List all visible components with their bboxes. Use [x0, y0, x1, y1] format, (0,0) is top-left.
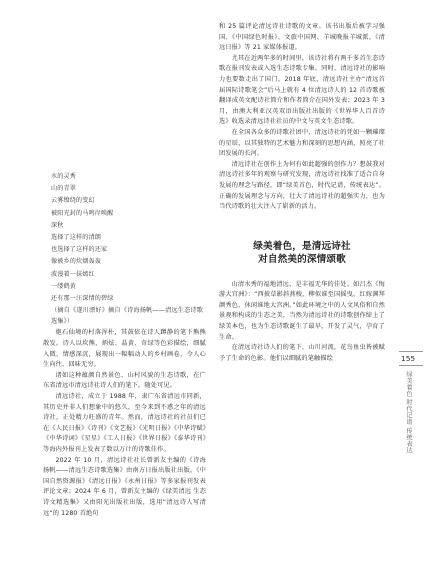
- poem-line: 云雾缭绕的变幻: [51, 197, 95, 205]
- left-column: [43, 22, 206, 519]
- poem-excerpt: [43, 171, 206, 305]
- poem-line: 波漫着一抹嫣红: [51, 270, 95, 278]
- poem-line: 深秋: [51, 221, 64, 229]
- poem-citation: （摘自《遂川漂好》摘自《诗海扬帆——清远生态诗歌选集》）: [51, 307, 204, 325]
- section-heading-line: 绿美着色，是清远诗社: [253, 240, 351, 252]
- poem-line: 也选择了这样的还家: [51, 246, 108, 254]
- poem-line: 水的灵秀: [51, 173, 76, 180]
- margin-sidebar: [399, 351, 423, 569]
- body-paragraph: 清远诗社，成立于 1988 年，隶广东省清远市同新，其历史并非人们想象中的悠久，至今来到不惑之年的清远诗社，正处精力旺盛的青年。然而，清远诗社的社员们已在《人民日报》《诗刊》《文艺报》《光明日报》《中华诗赋》《中华诗词》《星星》《工人日报》《世界日报》《泰华诗刊》等海内外报刊上发表了数以万计的诗歌佳作。: [43, 392, 206, 453]
- body-paragraph: 在清远诗社诗人们的笔下，山川河流，花鸟鱼虫皆被赋予了生命的色影。他们以细腻的笔触描绘: [219, 344, 385, 362]
- top-whitespace: [43, 22, 206, 171]
- body-paragraph: 山清水秀的福地清远，是丰福无华的佳处。如吕杰《悔游大宫洲》：“西披草影斜燕梭，柳似谁至国摇曳。红嫁渊拜颜秀色，休闲谁地大宫洲。”如此环境之中的人文风俗和自然景观和构成的生态之美，当然为清远诗社的诗歌创作缔上了绿美本色，也为生态诗歌诞生了最早，开发了灵气，孕育了生命。: [219, 280, 385, 341]
- body-paragraph: 炮石仙境的村落浑朴，其鼓依在诗人蹲静的笔下熊熊散发。诗人以坎熊、炳炫、晶黄、奇绿等色彩描绘，细腻入微、情感深沉，展现出一幅幅动人的乡村画卷，令人心生向往，回味无穷。: [43, 329, 206, 369]
- body-paragraph: 2022 年 10 月，清远诗社社长曾新友主编的《诗海扬帆——清远生态诗歌选集》由南方日报出版社出版。《中国自然资源报》《清远日报》《永州日报》等多家报刊发表评论文章；2024 年 6 月，曾新友主编的《绿美清远 生态诗文精选集》又由阳光出版社出版，选用“清远诗人写清远”的 1280 首绝句: [43, 456, 206, 517]
- poem-line: 一缕鹤黄: [51, 282, 76, 290]
- body-paragraph: 和 25 篇评论清远诗社诗歌的文章。该书出版后被学习强国、《中国绿色时报》、文旅中国网、羊城晚报羊城派、《清远日报》等 21 家媒体报道。: [219, 23, 385, 52]
- divider: [399, 351, 423, 352]
- section-heading: [219, 240, 385, 266]
- divider: [399, 365, 423, 366]
- poem-line: 山的青翠: [51, 185, 76, 193]
- poem-line: 像被乡的炊烟轰轰: [51, 258, 101, 266]
- poem-line: 选择了这样的清朗: [51, 234, 101, 242]
- running-head: 绿美着色 时代记谱 传统表达: [405, 371, 412, 454]
- poem-line: 还有那一汪深情的碧绿: [51, 295, 114, 303]
- body-paragraph: 诸如这种蕴颜自然景色、山村风貌的生态诗歌，在广东省清远市清远诗社诗人们的笔下，随处可见。: [43, 371, 206, 390]
- section-heading-line: 对自然美的深情颂歌: [258, 253, 346, 265]
- page-number: 155: [401, 354, 416, 363]
- body-paragraph: 在全国各众多的诗歌社团中，清远诗社的凭如一颗璀璨的星辰，以其独特的艺术魅力和深刻的思想内涵，照亮了社团发展的长河。: [219, 128, 385, 158]
- right-column: [219, 22, 385, 364]
- poem-line: 被阳光封的马鸣岸唤醒: [51, 209, 114, 217]
- body-paragraph: 尤其在近两年多的时间里，该诗社将有两千多首生态诗歌在报刊发表或入选生态诗歌专集。同时，清远诗社的影响力也要数走出了国门。2018 年底，清远诗社主办“清远首届国际诗歌笔会”后马上就有 4 位清远诗人的 12 首诗歌被翻译成英文配诗社简介和作者简介在国外发表；2023 年 3 月，由澳大利亚汉英双语出版社出版的《世界华人百首诗选》收选录清远诗社社员的中文与英文生态诗歌。: [219, 54, 385, 126]
- body-paragraph: 清远诗社在创作上为何有如此超强的创作力？想鼓我对清远诗社多年的观察与研究发现，清远诗社找准了适合自身发展的理念与路径，即“绿美首色，时代记谱，传统表达”。正确的发展理念与方向，壮大了清远诗社的超强实力，也为当代诗歌的壮大注入了崭新的活力。: [219, 160, 385, 211]
